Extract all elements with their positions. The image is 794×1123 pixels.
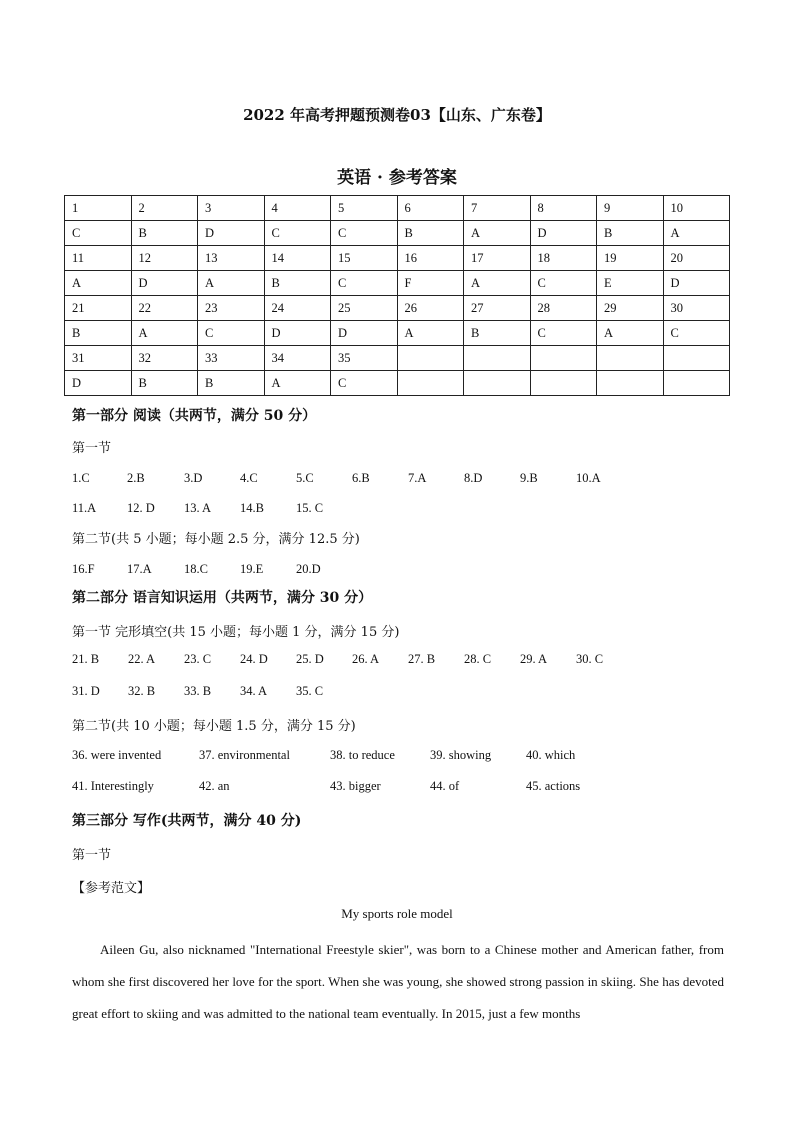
answer-table-cell: 16 [397,246,464,271]
answer-table-row [65,271,730,296]
answer-item: 26. A [352,652,380,666]
answer-item: 40. which [526,748,576,762]
answer-table-row [65,196,730,221]
answer-item: 35. C [296,684,324,698]
answer-table-cell: 23 [198,296,265,321]
answer-item: 43. bigger [330,779,381,793]
answer-table-cell: 13 [198,246,265,271]
part1-section2-label: 第二节(共 5 小题；每小题 2.5 分，满分 12.5 分) [72,532,360,547]
answer-table-cell: 33 [198,346,265,371]
answer-table-cell: 1 [65,196,132,221]
part2-heading: 第二部分 语言知识运用（共两节，满分 30 分） [72,590,373,606]
answer-table-cell: B [397,221,464,246]
answer-table-cell: 5 [331,196,398,221]
answer-item: 38. to reduce [330,748,395,762]
answer-item: 25. D [296,652,324,666]
answer-table-cell: 24 [264,296,331,321]
answer-table-cell: B [264,271,331,296]
answer-item: 15. C [296,501,324,515]
answer-table-cell [464,346,531,371]
answer-item: 16.F [72,562,95,576]
answer-table-cell: 17 [464,246,531,271]
answer-table-cell: 30 [663,296,730,321]
page-subtitle: 英语 · 参考答案 [337,168,457,188]
answer-item: 37. environmental [199,748,290,762]
answer-table-cell: D [198,221,265,246]
answer-table-cell: 12 [131,246,198,271]
answer-item: 31. D [72,684,100,698]
answer-table-cell: 4 [264,196,331,221]
answer-item: 33. B [184,684,212,698]
answer-table-cell: 20 [663,246,730,271]
answer-table-row [65,321,730,346]
answer-table-cell: 18 [530,246,597,271]
answer-item: 4.C [240,471,258,485]
answer-table-cell: C [264,221,331,246]
answer-table-cell: B [131,221,198,246]
answer-table-cell: 8 [530,196,597,221]
answer-table-cell: A [131,321,198,346]
answer-table-cell: 11 [65,246,132,271]
answer-item: 8.D [464,471,483,485]
answer-item: 17.A [127,562,152,576]
answer-item: 24. D [240,652,268,666]
answer-table-cell: D [131,271,198,296]
answer-table-row [65,221,730,246]
answer-table [64,195,730,396]
answer-table-cell [597,371,664,396]
answer-table-cell: C [65,221,132,246]
answer-table-cell: 27 [464,296,531,321]
answer-item: 13. A [184,501,212,515]
answer-table-cell [464,371,531,396]
answer-table-cell: 14 [264,246,331,271]
answer-item: 10.A [576,471,601,485]
answer-table-cell: 9 [597,196,664,221]
answer-item: 1.C [72,471,90,485]
answer-table-cell: D [264,321,331,346]
answer-table-cell [597,346,664,371]
answer-table-cell: B [65,321,132,346]
answer-table-cell: C [198,321,265,346]
answer-item: 19.E [240,562,264,576]
answer-table-cell: C [530,271,597,296]
essay-body: Aileen Gu, also nicknamed "International Freestyle skier", was born to a Chinese mother and American father, from whom she first discovered her love for the sport. When she was young, she showed strong passion in skiing. She has devoted great effort to skiing and was admitted to the national team eventually. In 2015, just a few months [72,942,724,1021]
answer-table-cell [397,371,464,396]
answer-table-row [65,296,730,321]
answer-table-cell: 3 [198,196,265,221]
answer-item: 29. A [520,652,548,666]
answer-table-cell: 19 [597,246,664,271]
answer-table-cell: D [663,271,730,296]
answer-table-cell: C [331,271,398,296]
answer-item: 39. showing [430,748,492,762]
answer-table-cell: A [663,221,730,246]
part3-section1-label: 第一节 [72,848,112,863]
answer-table-cell [663,346,730,371]
answer-table-cell: 15 [331,246,398,271]
answer-table-cell: D [65,371,132,396]
answer-table-cell: A [198,271,265,296]
answer-table-cell: 28 [530,296,597,321]
answer-table-cell: 25 [331,296,398,321]
answer-table-cell: D [530,221,597,246]
essay-title: My sports role model [341,906,453,921]
answer-item: 32. B [128,684,156,698]
answer-table-row [65,346,730,371]
answer-item: 22. A [128,652,156,666]
answer-table-cell: 21 [65,296,132,321]
answer-table-cell: B [464,321,531,346]
answer-item: 11.A [72,501,97,515]
answer-table-cell [397,346,464,371]
answer-table-cell: 35 [331,346,398,371]
answer-table-cell: 32 [131,346,198,371]
answer-table-cell: B [198,371,265,396]
part2-section1-label: 第一节 完形填空(共 15 小题；每小题 1 分，满分 15 分) [72,625,400,640]
answer-table-cell: E [597,271,664,296]
answer-table-cell: 7 [464,196,531,221]
answer-item: 27. B [408,652,436,666]
part3-heading: 第三部分 写作(共两节，满分 40 分) [72,813,302,829]
sample-essay-label: 【参考范文】 [72,881,151,896]
answer-item: 42. an [199,779,230,793]
answer-table-cell: B [131,371,198,396]
answer-item: 41. Interestingly [72,779,154,793]
answer-table-cell: A [597,321,664,346]
answer-table-cell: A [397,321,464,346]
answer-table-cell: 26 [397,296,464,321]
answer-item: 28. C [464,652,492,666]
answer-item: 23. C [184,652,212,666]
answer-table-cell: C [663,321,730,346]
answer-table-cell: 34 [264,346,331,371]
answer-table-cell: 22 [131,296,198,321]
answer-item: 34. A [240,684,268,698]
answer-item: 18.C [184,562,208,576]
answer-table-cell: 10 [663,196,730,221]
answer-table-cell: A [65,271,132,296]
answer-item: 6.B [352,471,370,485]
answer-table-cell: 2 [131,196,198,221]
answer-table-cell: C [331,371,398,396]
answer-item: 2.B [127,471,145,485]
answer-table-cell: A [264,371,331,396]
answer-table-cell: 31 [65,346,132,371]
part1-heading: 第一部分 阅读（共两节，满分 50 分） [72,408,317,424]
answer-table-cell: C [331,221,398,246]
answer-table-cell [663,371,730,396]
answer-table-cell [530,371,597,396]
answer-item: 45. actions [526,779,581,793]
answer-item: 9.B [520,471,538,485]
answer-table-cell [530,346,597,371]
answer-table-cell: 6 [397,196,464,221]
answer-item: 14.B [240,501,264,515]
answer-item: 12. D [127,501,155,515]
page-title: 2022 年高考押题预测卷03【山东、广东卷】 [243,106,551,124]
answer-table-cell: B [597,221,664,246]
answer-table-row [65,246,730,271]
part1-section1-label: 第一节 [72,441,112,456]
answer-table-row [65,371,730,396]
answer-table-cell: A [464,271,531,296]
answer-item: 3.D [184,471,203,485]
answer-item: 44. of [430,779,460,793]
answer-table-cell: A [464,221,531,246]
answer-item: 30. C [576,652,604,666]
answer-item: 21. B [72,652,100,666]
answer-item: 7.A [408,471,427,485]
answer-item: 20.D [296,562,321,576]
answer-table-cell: F [397,271,464,296]
answer-item: 5.C [296,471,314,485]
answer-table-cell: D [331,321,398,346]
part2-section2-label: 第二节(共 10 小题；每小题 1.5 分，满分 15 分) [72,719,356,734]
answer-table-cell: 29 [597,296,664,321]
answer-item: 36. were invented [72,748,162,762]
answer-table-cell: C [530,321,597,346]
